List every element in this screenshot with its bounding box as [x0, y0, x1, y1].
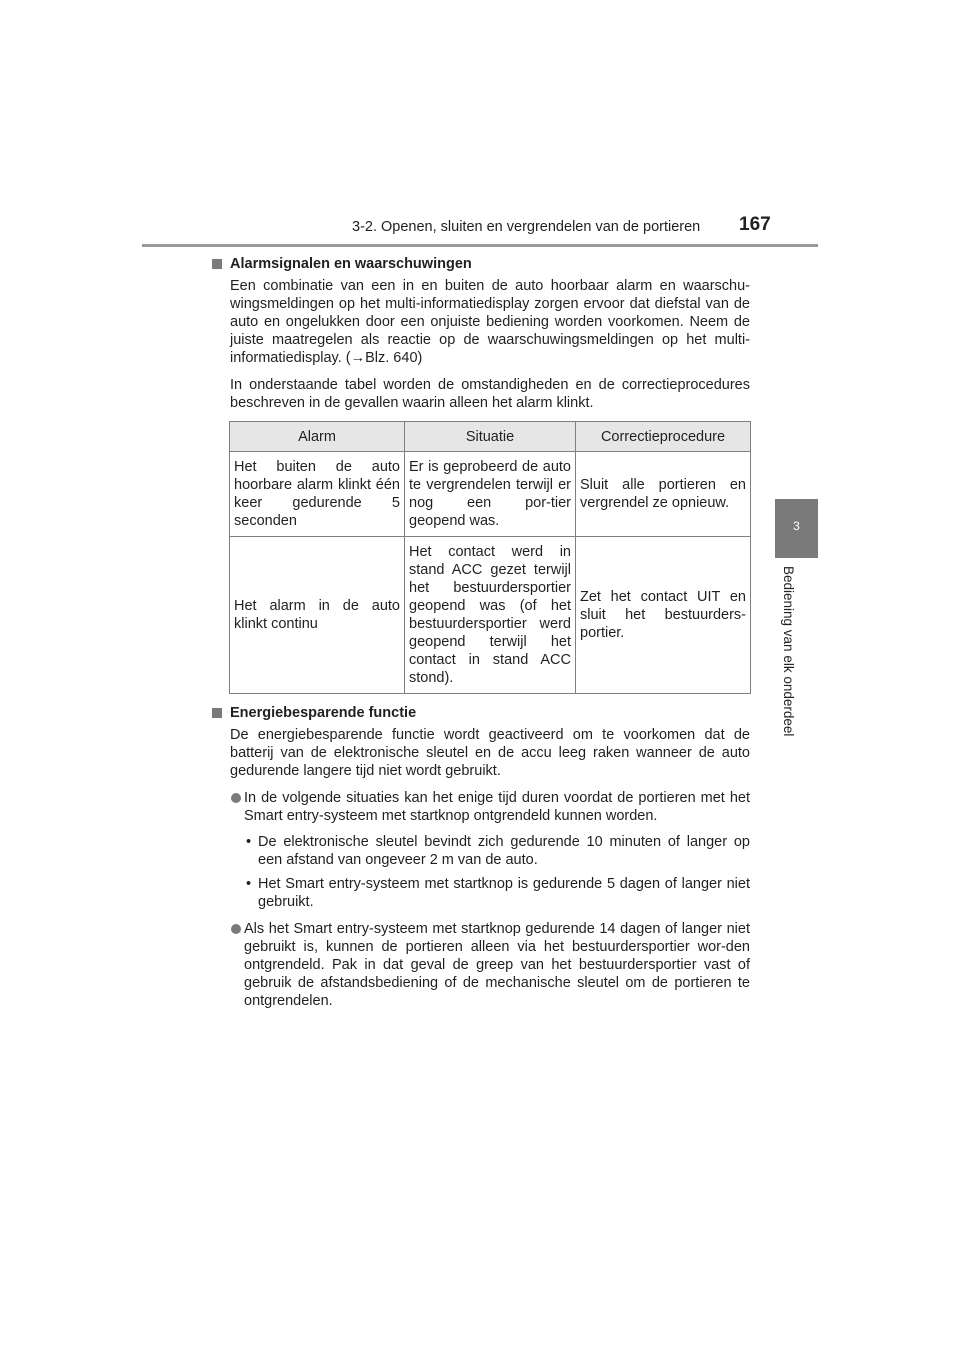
page-number: 167	[739, 214, 771, 235]
cell-alarm: Het alarm in de auto klinkt continu	[230, 537, 405, 694]
energy-paragraph: De energiebesparende functie wordt geactiveerd om te voorkomen dat de batterij van de elektronische sleutel en de accu leeg raken wanneer de auto gedurende langere tijd niet wordt gebruikt.	[230, 727, 750, 779]
alarm-table-intro: In onderstaande tabel worden de omstandigheden en de correctieprocedures beschreven in de gevallen waarin alleen het alarm klinkt.	[230, 377, 750, 411]
cell-situation: Het contact werd in stand ACC gezet terwijl het bestuurdersportier geopend was (of het bestuurdersportier werd geopend terwijl het contact in stand ACC stond).	[405, 537, 576, 694]
square-bullet-icon	[212, 708, 222, 718]
bullet-item	[210, 920, 750, 1010]
column-header-alarm: Alarm	[230, 422, 405, 452]
bullet-text: In de volgende situaties kan het enige tijd duren voordat de portieren met het Smart entry-systeem met startknop ontgrendeld kunnen worden.	[244, 790, 750, 824]
chapter-title: Bediening van elk onderdeel	[781, 566, 796, 737]
sub-item-text: De elektronische sleutel bevindt zich gedurende 10 minuten of langer op een afstand van ongeveer 2 m van de auto.	[258, 834, 750, 868]
column-header-procedure: Correctieprocedure	[576, 422, 751, 452]
table-header-row	[230, 422, 751, 452]
page-content	[210, 255, 750, 1010]
alarm-heading-text: Alarmsignalen en waarschuwingen	[230, 256, 472, 272]
table-row	[230, 537, 751, 694]
column-header-situation: Situatie	[405, 422, 576, 452]
dot-bullet-icon: •	[246, 876, 252, 892]
sub-list-item	[210, 875, 750, 911]
cell-situation: Er is geprobeerd de auto te vergrendelen terwijl er nog een por-tier geopend was.	[405, 452, 576, 537]
circle-bullet-icon	[231, 924, 241, 934]
bullet-text: Als het Smart entry-systeem met startknop gedurende 14 dagen of langer niet gebruikt is, kunnen de portieren alleen via het bestuurdersportier wor-den ontgrendeld. Pak in dat geval de greep van het bestuurdersportier vast of gebruik de afstandsbediening of de mechanische sleutel om de portieren te ontgrendelen.	[244, 921, 750, 1009]
energy-heading-text: Energiebesparende functie	[230, 705, 417, 721]
alarm-table	[229, 421, 751, 694]
bullet-item	[210, 789, 750, 825]
sub-list-item	[210, 833, 750, 869]
square-bullet-icon	[212, 259, 222, 269]
dot-bullet-icon: •	[246, 834, 252, 850]
table-row	[230, 452, 751, 537]
cell-procedure: Zet het contact UIT en sluit het bestuurders-portier.	[576, 537, 751, 694]
sub-item-text: Het Smart entry-systeem met startknop is gedurende 5 dagen of langer niet gebruikt.	[258, 876, 750, 910]
alarm-intro-paragraph: Een combinatie van een in en buiten de auto hoorbaar alarm en waarschu-wingsmeldingen op het multi-informatiedisplay zorgen ervoor dat diefstal van de auto en ongelukken door een onjuiste bediening worden voorkomen. Neem de juiste maatregelen als reactie op de waarschuwingsmeldingen op het multi-informatiedisplay. (→Blz. 640)	[230, 278, 750, 366]
chapter-tab	[775, 499, 818, 558]
cell-procedure: Sluit alle portieren en vergrendel ze opnieuw.	[576, 452, 751, 537]
circle-bullet-icon	[231, 793, 241, 803]
header-divider	[142, 244, 818, 247]
energy-section-heading	[210, 704, 750, 722]
alarm-section-heading	[210, 255, 750, 273]
cell-alarm: Het buiten de auto hoorbare alarm klinkt één keer gedurende 5 seconden	[230, 452, 405, 537]
section-title: 3-2. Openen, sluiten en vergrendelen van de portieren	[352, 219, 701, 235]
chapter-number: 3	[793, 519, 800, 533]
